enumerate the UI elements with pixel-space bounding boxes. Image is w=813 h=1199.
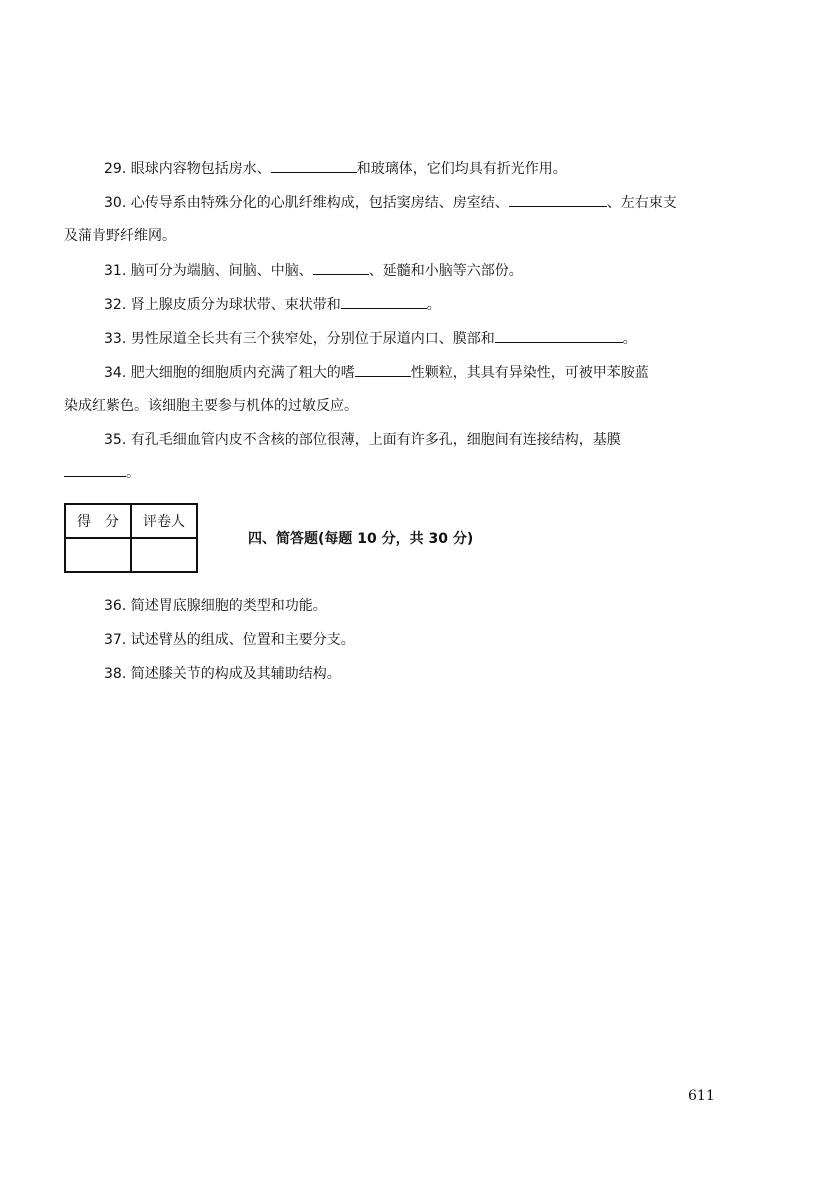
question-30-text-b: 、左右束支 — [606, 195, 677, 211]
question-31-text-b: 、延髓和小脑等六部份。 — [368, 263, 523, 279]
question-36 — [64, 596, 327, 616]
question-32-text-b: 。 — [426, 297, 441, 313]
question-35 — [64, 430, 621, 450]
question-30 — [64, 192, 677, 213]
answer-blank — [355, 362, 411, 377]
question-29-text-b: 和玻璃体，它们均具有折光作用。 — [356, 161, 567, 177]
answer-blank — [341, 294, 427, 309]
question-38-text: 38. 简述膝关节的构成及其辅助结构。 — [104, 666, 341, 682]
answer-blank — [64, 462, 126, 477]
score-header: 得 分 — [65, 504, 131, 538]
question-29-text-a: 29. 眼球内容物包括房水、 — [104, 161, 271, 177]
question-33-text-a: 33. 男性尿道全长共有三个狭窄处，分别位于尿道内口、膜部和 — [104, 331, 495, 347]
question-32 — [64, 294, 441, 315]
question-34 — [64, 362, 649, 383]
question-33-text-b: 。 — [622, 331, 637, 347]
score-table — [64, 503, 198, 573]
question-31 — [64, 260, 523, 281]
question-30-continued — [64, 226, 176, 246]
question-31-text-a: 31. 脑可分为端脑、间脑、中脑、 — [104, 263, 313, 279]
question-37 — [64, 630, 355, 650]
question-34-text-b: 性颗粒，其具有异染性，可被甲苯胺蓝 — [410, 365, 649, 381]
question-35-text-a: 35. 有孔毛细血管内皮不含核的部位很薄，上面有许多孔，细胞间有连接结构，基膜 — [104, 432, 621, 448]
question-30-text-c: 及蒲肯野纤维网。 — [64, 228, 176, 244]
answer-blank — [509, 192, 607, 207]
question-33 — [64, 328, 637, 349]
question-34-continued — [64, 396, 358, 416]
question-35-text-b: 。 — [126, 465, 140, 481]
page-number: 611 — [688, 1088, 715, 1104]
grader-cell — [131, 538, 197, 572]
question-30-text-a: 30. 心传导系由特殊分化的心肌纤维构成，包括窦房结、房室结、 — [104, 195, 509, 211]
question-35-continued — [64, 462, 140, 483]
grader-header: 评卷人 — [131, 504, 197, 538]
score-cell — [65, 538, 131, 572]
question-38 — [64, 664, 341, 684]
answer-blank — [495, 328, 623, 343]
answer-blank — [313, 260, 369, 275]
question-34-text-a: 34. 肥大细胞的细胞质内充满了粗大的嗜 — [104, 365, 355, 381]
question-32-text-a: 32. 肾上腺皮质分为球状带、束状带和 — [104, 297, 341, 313]
question-37-text: 37. 试述臂丛的组成、位置和主要分支。 — [104, 632, 355, 648]
question-36-text: 36. 简述胃底腺细胞的类型和功能。 — [104, 598, 327, 614]
question-29 — [64, 158, 567, 179]
question-34-text-c: 染成红紫色。该细胞主要参与机体的过敏反应。 — [64, 398, 358, 414]
section-4-title: 四、简答题(每题 10 分，共 30 分) — [248, 531, 474, 547]
answer-blank — [271, 158, 357, 173]
